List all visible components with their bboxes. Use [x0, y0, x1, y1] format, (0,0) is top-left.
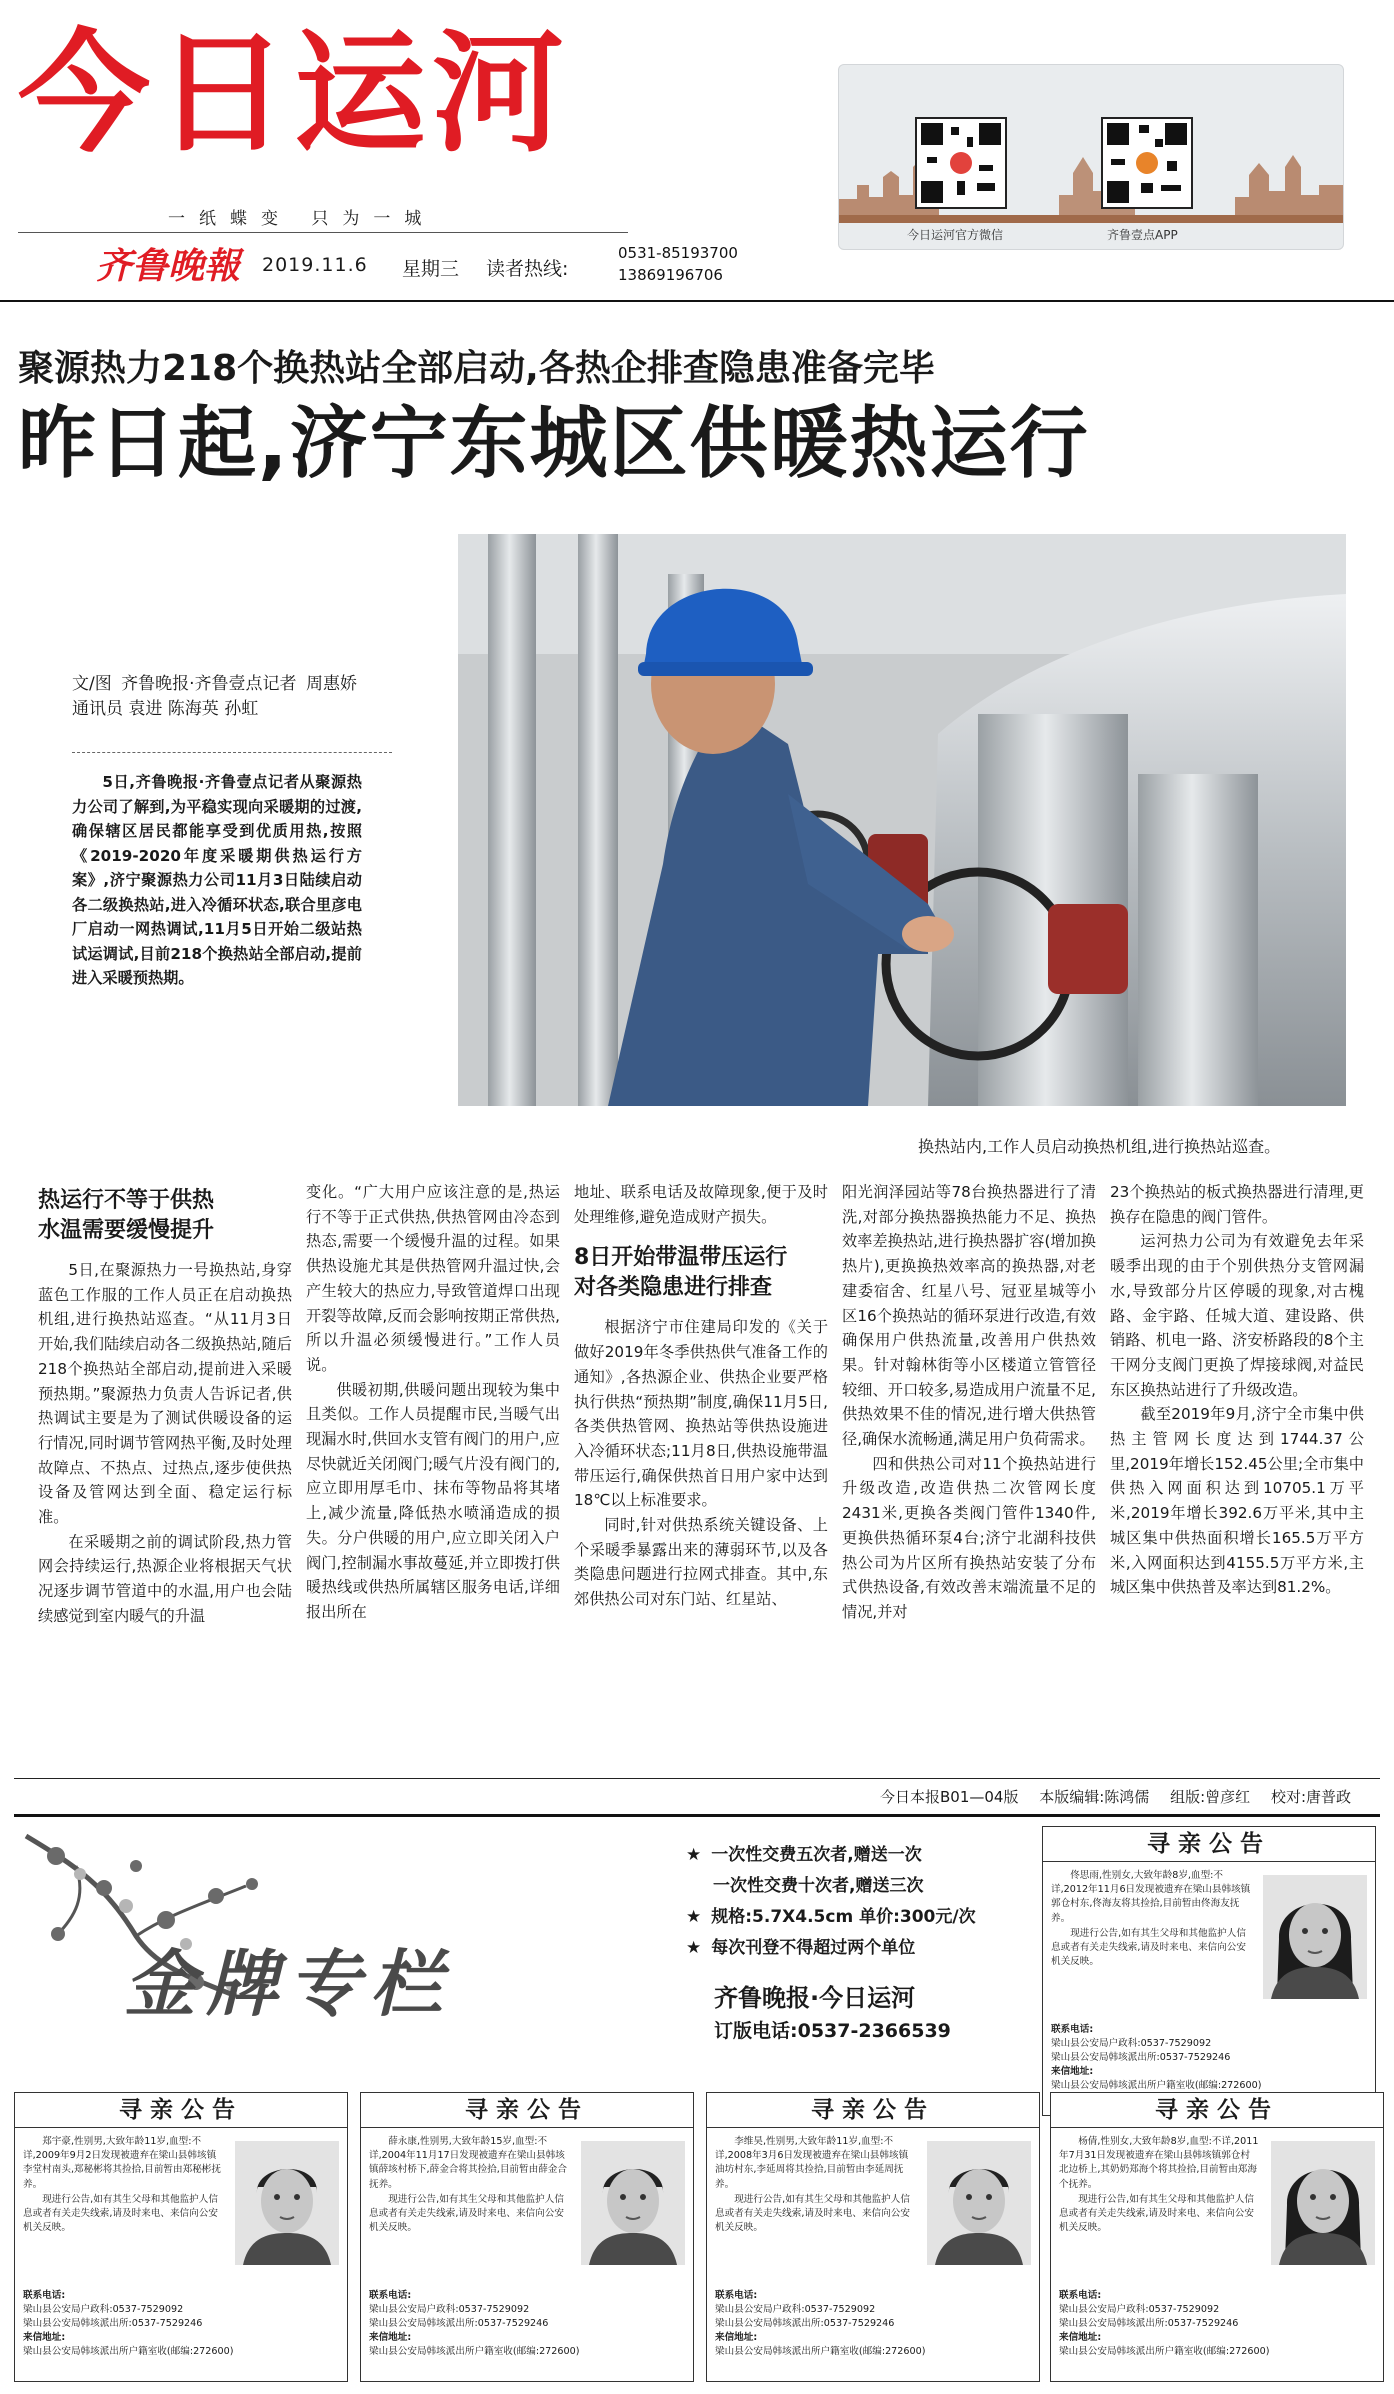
notice-body [715, 2135, 915, 2236]
article-headline: 昨日起,济宁东城区供暖热运行 [18, 399, 1090, 489]
contact-phone-2: 梁山县公安局韩垓派出所:0537-7529246 [23, 2318, 203, 2329]
missing-person-notice [14, 2092, 348, 2382]
notice-description: 郑宇豪,性别男,大致年龄11岁,血型:不详,2009年9月2日发现被遗弃在梁山县韩垓镇李堂村南头,郑秘彬将其捡拾,目前暂由郑秘彬抚养。 [23, 2136, 221, 2190]
body-paragraph: 在采暖期之前的调试阶段,热力管网会持续运行,热源企业将根据天气状况逐步调节管道中的水温,用户也会陆续感觉到室内暖气的升温 [38, 1532, 292, 1625]
contact-address-label: 来信地址: [715, 2332, 758, 2343]
notice-body [1051, 1869, 1251, 1970]
body-column-1 [38, 1180, 292, 1629]
issue-weekday: 星期三 [402, 258, 460, 280]
notice-description: 薛永康,性别男,大致年龄15岁,血型:不详,2004年11月17日发现被遗弃在梁山县韩垓镇薛垓村桥下,薛金合将其捡拾,目前暂由薛金合抚养。 [369, 2136, 567, 2190]
portrait-illustration [1263, 1875, 1367, 1999]
notice-title: 寻亲公告 [1043, 1827, 1375, 1862]
qr-promo-panel [838, 64, 1344, 250]
contact-phone-2: 梁山县公安局韩垓派出所:0537-7529246 [369, 2318, 549, 2329]
body-column-5 [1110, 1180, 1364, 1600]
hotline-number-1: 0531-85193700 [618, 244, 738, 262]
ad-order-phone: 订版电话:0537-2366539 [714, 2020, 951, 2042]
body-paragraph: 截至2019年9月,济宁全市集中供热主管网长度达到1744.37公里,2019年增长152.45公里;全市集中供热入网面积达到10705.1万平米,2019年增长392.6万平米,其中主城区集中供热面积增长165.5万平方米,入网面积达到4155.5万平方米,主城区集中供热普及率达到81.2%。 [1110, 1405, 1364, 1597]
contact-phone-label: 联系电话: [715, 2290, 758, 2301]
contact-phone-1: 梁山县公安局户政科:0537-7529092 [1059, 2304, 1220, 2315]
child-portrait [235, 2141, 339, 2265]
notice-appeal: 现进行公告,如有其生父母和其他监护人信息或者有关走失线索,请及时来电、来信向公安机关反映。 [1051, 1927, 1246, 1968]
notice-title: 寻亲公告 [1051, 2093, 1383, 2128]
body-paragraph: 同时,针对供热系统关键设备、上个采暖季暴露出来的薄弱环节,以及各类隐患问题进行拉网式排查。其中,东郊供热公司对东门站、红星站、 [574, 1516, 828, 1609]
notice-body [369, 2135, 569, 2236]
photo-caption: 换热站内,工作人员启动换热机组,进行换热站巡查。 [918, 1137, 1281, 1156]
body-column-2 [306, 1180, 560, 1625]
lead-paragraph: 5日,齐鲁晚报·齐鲁壹点记者从聚源热力公司了解到,为平稳实现向采暖期的过渡,确保辖区居民都能享受到优质用热,按照《2019-2020年度采暖期供热运行方案》,济宁聚源热力公司11月3日陆续启动各二级换热站,进入冷循环状态,联合里彦电厂启动一网热调试,11月5日开始二级站热试运调试,目前218个换热站全部启动,提前进入采暖预热期。 [72, 773, 362, 987]
notice-title: 寻亲公告 [707, 2093, 1039, 2128]
byline-names: 周惠娇 通讯员 袁进 陈海英 孙虹 [72, 674, 357, 719]
child-portrait [581, 2141, 685, 2265]
article-subhead: 聚源热力218个换热站全部启动,各热企排查隐患准备完毕 [18, 348, 935, 389]
missing-person-notice [1050, 2092, 1384, 2382]
ad-zone-divider [14, 1814, 1380, 1817]
photo-illustration [458, 534, 1346, 1106]
byline-org: 齐鲁晚报·齐鲁壹点记者 [121, 674, 297, 694]
masthead-slogan: 一纸蝶变 只为一城 [168, 209, 436, 229]
page-credits [880, 1786, 1367, 1807]
contact-phone-1: 梁山县公安局户政科:0537-7529092 [715, 2304, 876, 2315]
slogan-divider [18, 232, 628, 233]
child-portrait [927, 2141, 1031, 2265]
masthead-rule [0, 300, 1394, 302]
ad-rule-1b: 一次性交费十次者,赠送三次 [713, 1876, 924, 1896]
body-paragraph: 5日,在聚源热力一号换热站,身穿蓝色工作服的工作人员正在启动换热机组,进行换热站巡查。“从11月3日开始,我们陆续启动各二级换热站,随后218个换热站全部启动,提前进入采暖预热期。”聚源热力负责人告诉记者,供热调试主要是为了测试供暖设备的运行情况,同时调节管网热平衡,及时处理故障点、不热点、过热点,逐步使供热设备及管网达到全面、稳定运行标准。 [38, 1261, 292, 1527]
notice-appeal: 现进行公告,如有其生父母和其他监护人信息或者有关走失线索,请及时来电、来信向公安机关反映。 [715, 2193, 910, 2234]
portrait-illustration [927, 2141, 1031, 2265]
contact-address: 梁山县公安局韩垓派出所户籍室收(邮编:272600) [1051, 2080, 1262, 2091]
contact-phone-2: 梁山县公安局韩垓派出所:0537-7529246 [1059, 2318, 1239, 2329]
portrait-illustration [1271, 2141, 1375, 2265]
portrait-illustration [581, 2141, 685, 2265]
notice-contact [1059, 2289, 1375, 2359]
notice-appeal: 现进行公告,如有其生父母和其他监护人信息或者有关走失线索,请及时来电、来信向公安机关反映。 [369, 2193, 564, 2234]
byline-prefix: 文/图 [72, 674, 112, 694]
ad-rule-3: 每次刊登不得超过两个单位 [711, 1938, 916, 1958]
section-heading-1 [38, 1186, 292, 1246]
app-qr-code [1101, 117, 1193, 209]
contact-address-label: 来信地址: [1051, 2066, 1094, 2077]
body-column-4 [842, 1180, 1096, 1625]
section-heading-1-line-1: 热运行不等于供热 [38, 1188, 215, 1213]
contact-address-label: 来信地址: [369, 2332, 412, 2343]
body-paragraph: 变化。“广大用户应该注意的是,热运行不等于正式供热,供热管网由冷态到热态,需要一个缓慢升温的过程。如果供热设施尤其是供热管网升温过快,会产生较大的热应力,导致管道焊口出现开裂等故障,反而会影响按期正常供热,所以升温必须缓慢进行。”工作人员说。 [306, 1183, 560, 1374]
ad-rule-1: 一次性交费五次者,赠送一次 [711, 1845, 922, 1865]
wechat-caption: 今日运河官方微信 [907, 228, 1004, 242]
contact-phone-label: 联系电话: [23, 2290, 66, 2301]
contact-address-label: 来信地址: [23, 2332, 66, 2343]
credits-proof: 校对:唐普政 [1270, 1788, 1351, 1806]
worker-valve-photo [458, 534, 1346, 1106]
gold-column-title: 金牌专栏 [124, 1941, 453, 2026]
body-paragraph: 地址、联系电话及故障现象,便于及时处理维修,避免造成财产损失。 [574, 1183, 828, 1226]
section-heading-2 [574, 1243, 828, 1303]
child-portrait [1271, 2141, 1375, 2265]
notice-contact [1051, 2023, 1367, 2093]
section-heading-2-line-2: 对各类隐患进行排查 [574, 1275, 773, 1301]
contact-address-label: 来信地址: [1059, 2332, 1102, 2343]
credits-editor: 本版编辑:陈鸿儒 [1039, 1788, 1150, 1806]
credits-divider [14, 1778, 1380, 1779]
hotline-number-2: 13869196706 [618, 266, 723, 284]
masthead-title: 今日运河 [18, 17, 570, 171]
missing-person-notice [706, 2092, 1040, 2382]
notice-title: 寻亲公告 [361, 2093, 693, 2128]
wechat-qr-code [915, 117, 1007, 209]
gold-column-ad [14, 1826, 1034, 2066]
notice-title: 寻亲公告 [15, 2093, 347, 2128]
section-heading-2-line-1: 8日开始带温带压运行 [574, 1245, 788, 1271]
app-caption: 齐鲁壹点APP [1107, 228, 1178, 242]
star-bullet-icon: ★ [686, 1845, 702, 1865]
byline-divider [72, 752, 392, 753]
notice-description: 李维昊,性别男,大致年龄11岁,血型:不详,2008年3月6日发现被遗弃在梁山县韩垓镇油坊村东,李延周将其捡拾,目前暂由李延周抚养。 [715, 2136, 909, 2190]
ad-brand: 齐鲁晚报·今日运河 [714, 1984, 916, 2012]
ad-rules [686, 1840, 976, 1964]
missing-person-notice [360, 2092, 694, 2382]
body-paragraph: 阳光润泽园站等78台换热器进行了清洗,对部分换热器换热能力不足、换热效率差换热站,进行换热器扩容(增加换热片),更换换热效率高的换热器,对老建委宿舍、红星八号、冠亚星城等小区16个换热站的循环泵进行改造,有效确保用户供热流量,改善用户供热效果。针对翰林街等小区楼道立管管径较细、开口较多,易造成用户流量不足,供热效果不佳的情况,进行增大供热管径,确保水流畅通,满足用户负荷需求。 [842, 1183, 1096, 1449]
portrait-illustration [235, 2141, 339, 2265]
notice-body [1059, 2135, 1259, 2236]
notice-description: 佟思雨,性别女,大致年龄8岁,血型:不详,2012年11月6日发现被遗弃在梁山县韩垓镇郭仓村东,佟海友将其捡拾,目前暂由佟海友抚养。 [1051, 1870, 1251, 1924]
missing-person-notice [1042, 1826, 1376, 2116]
byline [72, 672, 362, 722]
notice-contact [23, 2289, 339, 2359]
credits-layout: 组版:曾彦红 [1170, 1788, 1251, 1806]
contact-phone-1: 梁山县公安局户政科:0537-7529092 [23, 2304, 184, 2315]
star-bullet-icon: ★ [686, 1938, 702, 1958]
paper-name-logo: 齐鲁晚報 [96, 245, 241, 287]
contact-address: 梁山县公安局韩垓派出所户籍室收(邮编:272600) [1059, 2346, 1270, 2357]
body-paragraph: 根据济宁市住建局印发的《关于做好2019年冬季供热供气准备工作的通知》,各热源企业、供热企业要严格执行供热“预热期”制度,确保11月5日,各类供热管网、换热站等供热设施进入冷循环状态;11月8日,供热设施带温带压运行,确保供热首日用户家中达到18℃以上标准要求。 [574, 1318, 828, 1510]
notice-contact [369, 2289, 685, 2359]
body-column-3 [574, 1180, 828, 1612]
contact-address: 梁山县公安局韩垓派出所户籍室收(邮编:272600) [23, 2346, 234, 2357]
contact-phone-label: 联系电话: [369, 2290, 412, 2301]
contact-phone-2: 梁山县公安局韩垓派出所:0537-7529246 [1051, 2052, 1231, 2063]
hotline-label: 读者热线: [486, 258, 569, 280]
contact-phone-2: 梁山县公安局韩垓派出所:0537-7529246 [715, 2318, 895, 2329]
notice-appeal: 现进行公告,如有其生父母和其他监护人信息或者有关走失线索,请及时来电、来信向公安机关反映。 [23, 2193, 218, 2234]
contact-phone-label: 联系电话: [1051, 2024, 1094, 2035]
contact-phone-1: 梁山县公安局户政科:0537-7529092 [369, 2304, 530, 2315]
body-paragraph: 运河热力公司为有效避免去年采暖季出现的由于个别供热分支管网漏水,导致部分片区停暖的现象,对古槐路、金宇路、任城大道、建设路、供销路、机电一路、济安桥路段的8个主干网分支阀门更换了焊接球阀,对益民东区换热站进行了升级改造。 [1110, 1232, 1364, 1399]
notice-appeal: 现进行公告,如有其生父母和其他监护人信息或者有关走失线索,请及时来电、来信向公安机关反映。 [1059, 2193, 1254, 2234]
notice-contact [715, 2289, 1031, 2359]
contact-address: 梁山县公安局韩垓派出所户籍室收(邮编:272600) [369, 2346, 580, 2357]
body-paragraph: 供暖初期,供暖问题出现较为集中且类似。工作人员提醒市民,当暖气出现漏水时,供回水支管有阀门的用户,应尽快就近关闭阀门;暖气片没有阀门的,应立即用厚毛巾、抹布等物品将其堵上,减少流量,降低热水喷涌造成的损失。分户供暖的用户,应立即关闭入户阀门,控制漏水事故蔓延,并立即拨打供暖热线或供热所属辖区服务电话,详细报出所在 [306, 1380, 560, 1621]
notice-description: 杨倩,性别女,大致年龄8岁,血型:不详,2011年7月31日发现被遗弃在梁山县韩垓镇郭仓村北边桥上,其奶奶郑海个将其捡拾,目前暂由郑海个抚养。 [1059, 2136, 1259, 2190]
contact-phone-1: 梁山县公安局户政科:0537-7529092 [1051, 2038, 1212, 2049]
ad-rule-2: 规格:5.7X4.5cm 单价:300元/次 [711, 1907, 976, 1927]
credits-pages: 今日本报B01—04版 [880, 1788, 1019, 1806]
notice-body [23, 2135, 223, 2236]
section-heading-1-line-2: 水温需要缓慢提升 [38, 1218, 215, 1243]
contact-address: 梁山县公安局韩垓派出所户籍室收(邮编:272600) [715, 2346, 926, 2357]
contact-phone-label: 联系电话: [1059, 2290, 1102, 2301]
body-paragraph: 四和供热公司对11个换热站进行升级改造,改造供热二次管网长度2431米,更换各类阀门管件1340件,更换供热循环泵4台;济宁北湖科技供热公司为片区所有换热站安装了分布式供热设备,有效改善末端流量不足的情况,并对 [842, 1454, 1096, 1621]
star-bullet-icon: ★ [686, 1907, 702, 1927]
child-portrait [1263, 1875, 1367, 1999]
issue-date: 2019.11.6 [262, 254, 368, 276]
body-paragraph: 23个换热站的板式换热器进行清理,更换存在隐患的阀门管件。 [1110, 1183, 1364, 1226]
